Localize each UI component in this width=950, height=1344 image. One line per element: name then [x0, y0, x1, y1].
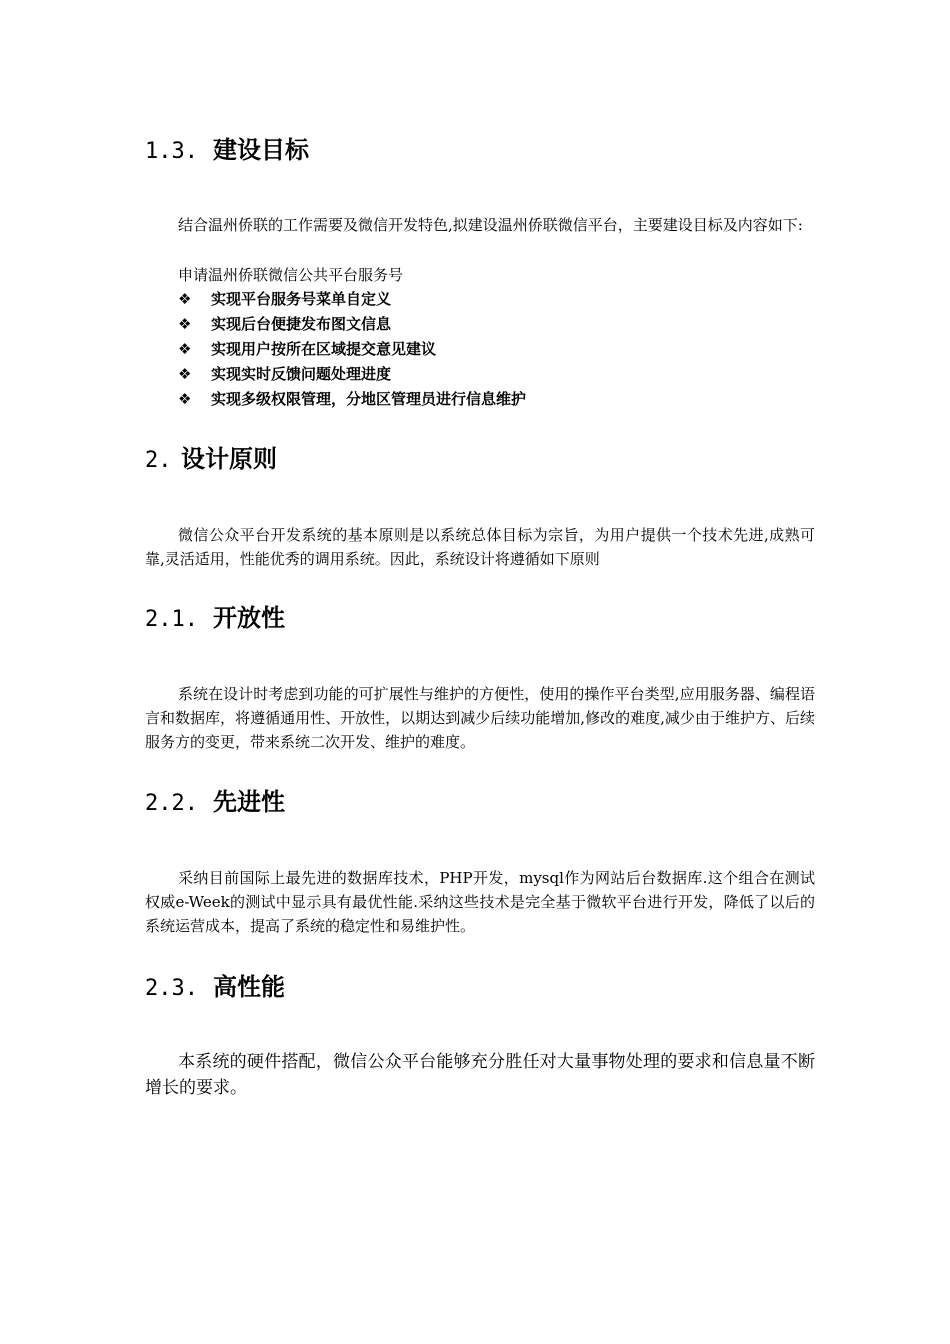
- heading-title: 先进性: [213, 788, 285, 816]
- list-item: [178, 312, 526, 337]
- list-item-text: 实现平台服务号菜单自定义: [211, 290, 392, 308]
- list-item-text: 实现实时反馈问题处理进度: [211, 365, 392, 383]
- list-item-text: 实现后台便捷发布图文信息: [211, 315, 392, 333]
- principle-intro-paragraph: 微信公众平台开发系统的基本原则是以系统总体目标为宗旨，为用户提供一个技术先进,成熟可靠,灵活适用，性能优秀的调用系统。因此，系统设计将遵循如下原则: [145, 526, 815, 568]
- heading-number: 2.2.: [145, 791, 198, 816]
- list-item-text: 实现多级权限管理，分地区管理员进行信息维护: [211, 390, 527, 408]
- heading-number: 2.1.: [145, 607, 198, 632]
- heading-title: 设计原则: [181, 445, 277, 473]
- heading-2-2: [145, 787, 285, 819]
- heading-title: 建设目标: [213, 136, 309, 164]
- diamond-bullet-icon: ❖: [178, 315, 192, 333]
- list-item: [178, 387, 526, 412]
- heading-number: 1.3.: [145, 139, 198, 164]
- heading-title: 开放性: [213, 604, 285, 632]
- performance-paragraph: 本系统的硬件搭配，微信公众平台能够充分胜任对大量事物处理的要求和信息量不断增长的要求。: [145, 1052, 815, 1098]
- openness-paragraph: 系统在设计时考虑到功能的可扩展性与维护的方便性，使用的操作平台类型,应用服务器、编程语言和数据库，将遵循通用性、开放性，以期达到减少后续功能增加,修改的难度,减少由于维护方、后续服务方的变更，带来系统二次开发、维护的难度。: [145, 685, 815, 751]
- list-item-text: 实现用户按所在区域提交意见建议: [211, 340, 437, 358]
- heading-number: 2.: [145, 448, 172, 473]
- diamond-bullet-icon: ❖: [178, 390, 192, 408]
- advanced-paragraph: 采纳目前国际上最先进的数据库技术，PHP开发，mysql作为网站后台数据库.这个组合在测试权威e-Week的测试中显示具有最优性能.采纳这些技术是完全基于微软平台进行开发，降低了以后的系统运营成本，提高了系统的稳定性和易维护性。: [145, 869, 815, 935]
- diamond-bullet-icon: ❖: [178, 340, 192, 358]
- list-item: [178, 362, 526, 387]
- heading-1-3: [145, 135, 309, 167]
- heading-2-1: [145, 603, 285, 635]
- goal-apply-line: 申请温州侨联微信公共平台服务号: [178, 266, 404, 284]
- list-item: [178, 337, 526, 362]
- list-item: [178, 287, 526, 312]
- diamond-bullet-icon: ❖: [178, 290, 192, 308]
- goal-intro-paragraph: 结合温州侨联的工作需要及微信开发特色,拟建设温州侨联微信平台，主要建设目标及内容如下:: [178, 216, 803, 234]
- heading-number: 2.3.: [145, 976, 198, 1001]
- heading-2: [145, 444, 277, 476]
- diamond-bullet-icon: ❖: [178, 365, 192, 383]
- heading-2-3: [145, 972, 285, 1004]
- goal-list: [178, 287, 526, 412]
- heading-title: 高性能: [213, 973, 285, 1001]
